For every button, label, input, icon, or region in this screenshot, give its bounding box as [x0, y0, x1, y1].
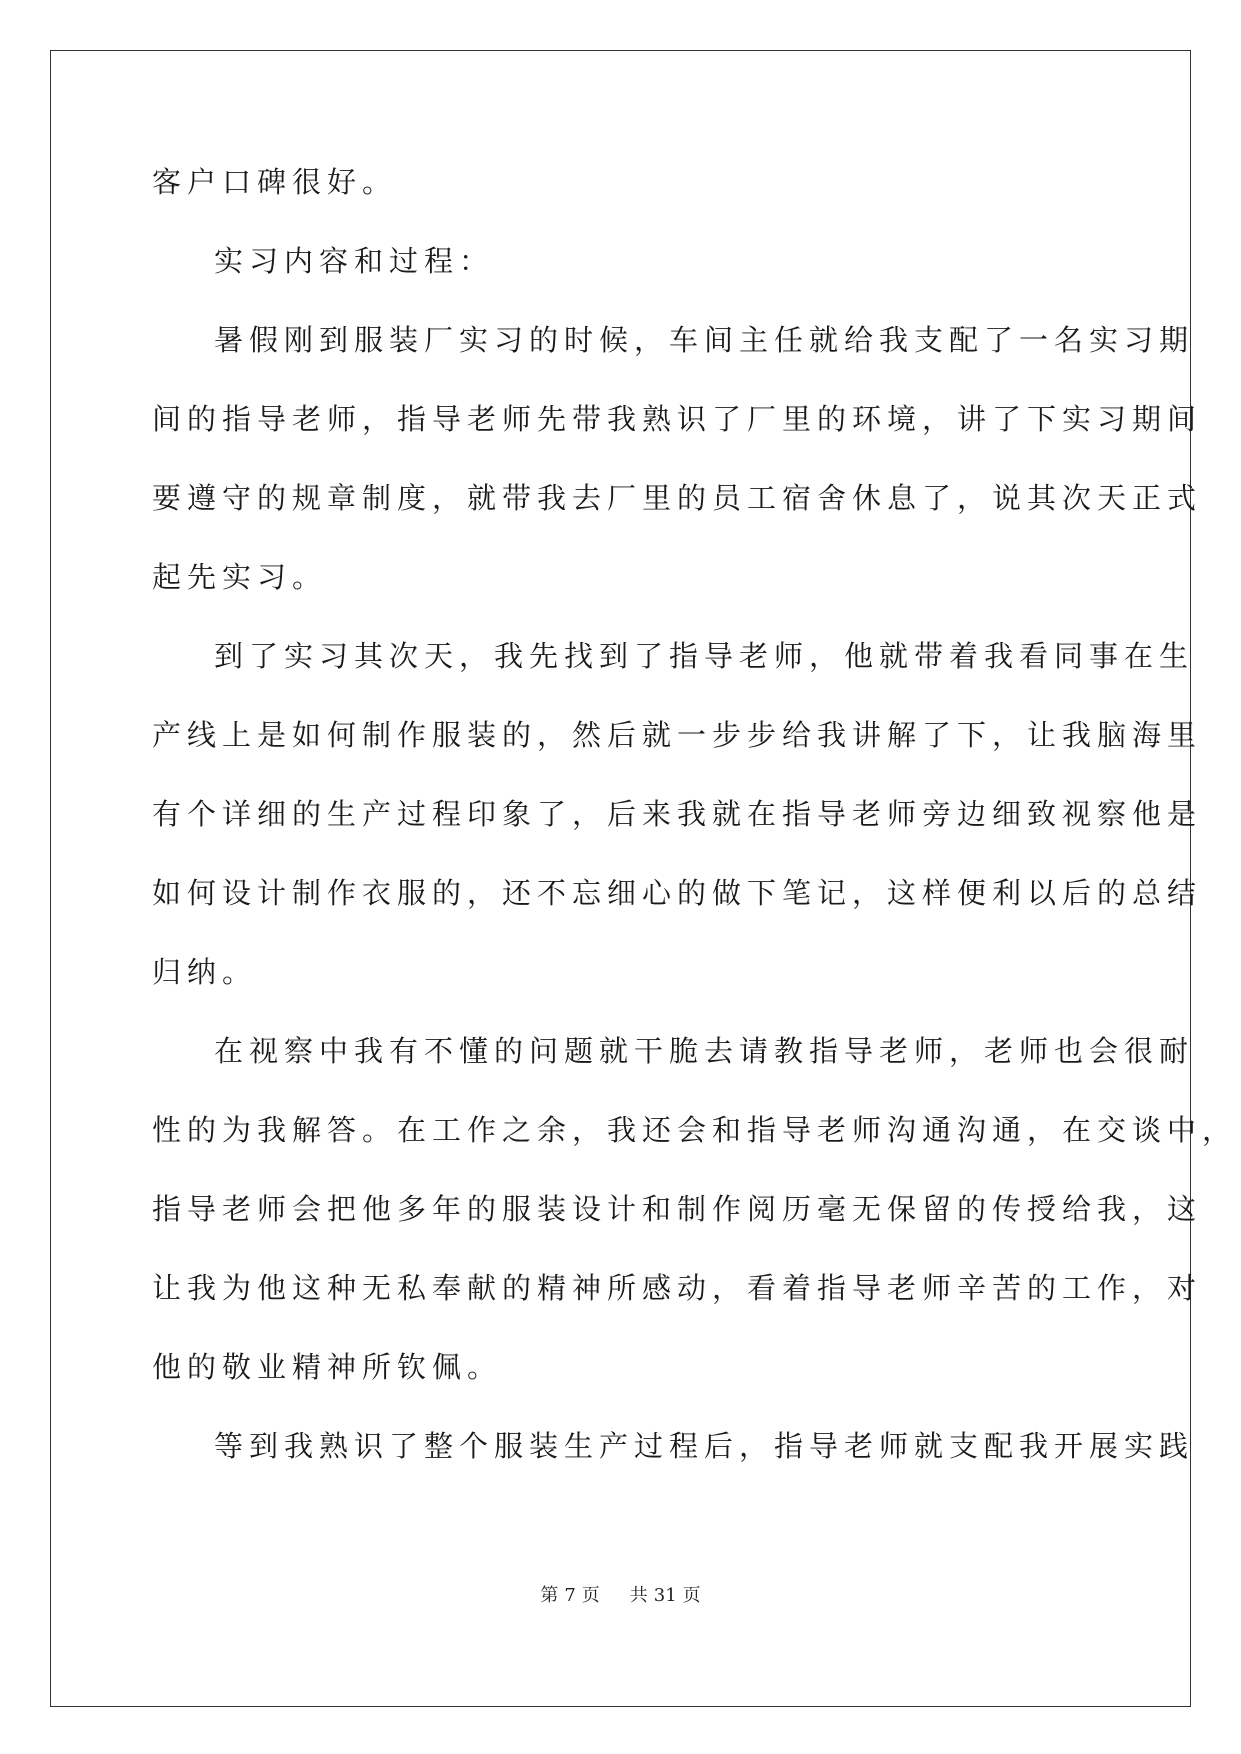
text-line: 暑假刚到服装厂实习的时候，车间主任就给我支配了一名实习期	[214, 323, 1195, 357]
text-line: 起先实习。	[152, 560, 328, 594]
section-heading: 实习内容和过程：	[214, 244, 495, 278]
text-line: 客户口碑很好。	[152, 165, 398, 199]
text-line: 间的指导老师，指导老师先带我熟识了厂里的环境，讲了下实习期间	[152, 402, 1203, 436]
total-pages: 31	[653, 1585, 677, 1606]
page-footer	[0, 1584, 1241, 1608]
total-suffix: 页	[682, 1585, 701, 1606]
text-line: 产线上是如何制作服装的，然后就一步步给我讲解了下，让我脑海里	[152, 718, 1203, 752]
document-body	[152, 162, 1238, 1505]
text-line: 在视察中我有不懂的问题就干脆去请教指导老师，老师也会很耐	[214, 1034, 1195, 1068]
text-line: 有个详细的生产过程印象了，后来我就在指导老师旁边细致视察他是	[152, 797, 1203, 831]
text-line: 如何设计制作衣服的，还不忘细心的做下笔记，这样便利以后的总结	[152, 876, 1203, 910]
text-line: 归纳。	[152, 955, 258, 989]
text-line: 要遵守的规章制度，就带我去厂里的员工宿舍休息了，说其次天正式	[152, 481, 1203, 515]
page-prefix: 第	[540, 1585, 559, 1606]
text-line: 指导老师会把他多年的服装设计和制作阅历毫无保留的传授给我，这	[152, 1192, 1203, 1226]
total-prefix: 共	[629, 1585, 648, 1606]
text-line: 性的为我解答。在工作之余，我还会和指导老师沟通沟通，在交谈中，	[152, 1113, 1238, 1147]
page-suffix: 页	[581, 1585, 600, 1606]
text-line: 他的敬业精神所钦佩。	[152, 1350, 503, 1384]
text-line: 等到我熟识了整个服装生产过程后，指导老师就支配我开展实践	[214, 1429, 1195, 1463]
text-line: 让我为他这种无私奉献的精神所感动，看着指导老师辛苦的工作，对	[152, 1271, 1203, 1305]
text-line: 到了实习其次天，我先找到了指导老师，他就带着我看同事在生	[214, 639, 1195, 673]
page-number: 7	[564, 1585, 576, 1606]
